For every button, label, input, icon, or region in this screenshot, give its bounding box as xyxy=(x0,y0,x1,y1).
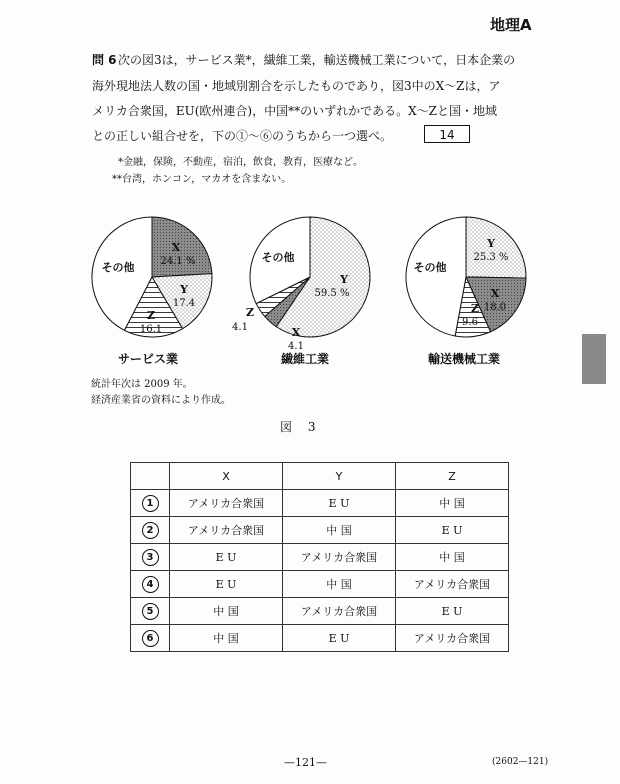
footnote-china: **台湾，ホンコン，マカオを含まない。 xyxy=(112,174,292,185)
question-line-1: 次の図3は，サービス業*，繊維工業，輸送機械工業について，日本企業の xyxy=(118,53,516,67)
cell-y: 中 国 xyxy=(283,571,396,598)
pie-chart-3 xyxy=(406,217,526,337)
pie-label-y: Y xyxy=(180,283,188,296)
cell-x: アメリカ合衆国 xyxy=(170,490,283,517)
pie-slice-y xyxy=(466,217,526,278)
pie-label-x: X xyxy=(171,241,181,254)
pie-slice-x xyxy=(152,217,212,277)
pie-value-y: 59.5 % xyxy=(314,288,350,299)
pie-title-transport: 輸送機械工業 xyxy=(428,352,501,366)
cell-y: アメリカ合衆国 xyxy=(283,598,396,625)
pie-label-z: Z xyxy=(245,306,255,319)
question-line-4: との正しい組合せを，下の①～⑥のうちから一つ選べ。 xyxy=(92,129,393,143)
pie-value-z: 9.6 xyxy=(462,317,478,328)
table-header-blank xyxy=(131,463,170,490)
cell-z: アメリカ合衆国 xyxy=(396,571,509,598)
pie-label-x: X xyxy=(490,287,500,300)
exam-code: (2602—121) xyxy=(492,757,549,767)
source-year: 統計年次は 2009 年。 xyxy=(91,379,193,390)
cell-x: 中 国 xyxy=(170,625,283,652)
table-header-x: X xyxy=(170,463,283,490)
pie-label-y: Y xyxy=(340,273,348,286)
figure-label: 図 3 xyxy=(280,420,322,434)
cell-x: アメリカ合衆国 xyxy=(170,517,283,544)
cell-y: E U xyxy=(283,625,396,652)
section-tab xyxy=(582,334,606,384)
pie-label-other: その他 xyxy=(261,251,295,264)
pie-chart-1 xyxy=(92,217,212,337)
choice-number[interactable]: 3 xyxy=(131,544,170,571)
cell-z: アメリカ合衆国 xyxy=(396,625,509,652)
cell-x: 中 国 xyxy=(170,598,283,625)
cell-z: E U xyxy=(396,598,509,625)
pie-title-textile: 繊維工業 xyxy=(281,352,330,366)
pie-label-z: Z xyxy=(146,309,156,322)
page-number: —121— xyxy=(284,756,327,769)
table-row[interactable] xyxy=(131,490,509,517)
source-ministry: 経済産業省の資料により作成。 xyxy=(91,395,231,406)
cell-x: E U xyxy=(170,544,283,571)
pie-chart-2 xyxy=(232,217,370,352)
cell-y: 中 国 xyxy=(283,517,396,544)
pie-label-other: その他 xyxy=(101,261,135,274)
cell-z: 中 国 xyxy=(396,490,509,517)
pie-value-z: 4.1 xyxy=(232,322,248,333)
cell-y: E U xyxy=(283,490,396,517)
question-number: 問 6 xyxy=(92,53,117,67)
pie-title-services: サービス業 xyxy=(118,352,179,366)
pie-value-y: 25.3 % xyxy=(473,252,509,263)
table-header-z: Z xyxy=(396,463,509,490)
pie-charts xyxy=(0,195,620,375)
cell-y: アメリカ合衆国 xyxy=(283,544,396,571)
table-row[interactable] xyxy=(131,544,509,571)
choice-number[interactable]: 4 xyxy=(131,571,170,598)
table-header-y: Y xyxy=(283,463,396,490)
table-row[interactable] xyxy=(131,625,509,652)
cell-z: E U xyxy=(396,517,509,544)
pie-value-x: 4.1 xyxy=(288,341,304,352)
pie-label-other: その他 xyxy=(413,261,447,274)
pie-value-x: 18.0 xyxy=(483,302,507,313)
cell-z: 中 国 xyxy=(396,544,509,571)
table-header-row xyxy=(131,463,509,490)
choice-number[interactable]: 5 xyxy=(131,598,170,625)
answer-number-box: 14 xyxy=(424,125,470,143)
choice-number[interactable]: 6 xyxy=(131,625,170,652)
cell-x: E U xyxy=(170,571,283,598)
table-row[interactable] xyxy=(131,598,509,625)
choice-number[interactable]: 2 xyxy=(131,517,170,544)
pie-slice-other xyxy=(406,217,466,336)
pie-label-z: Z xyxy=(470,302,480,315)
question-line-3: メリカ合衆国，EU(欧州連合)，中国**のいずれかである。X～Zと国・地域 xyxy=(92,104,497,118)
pie-label-x: X xyxy=(291,326,301,339)
table-row[interactable] xyxy=(131,517,509,544)
subject-title: 地理A xyxy=(490,16,532,34)
footnote-services: *金融，保険，不動産，宿泊，飲食，教育，医療など。 xyxy=(118,157,363,168)
pie-value-y: 17.4 xyxy=(172,298,196,309)
answer-choices-table xyxy=(130,462,509,652)
pie-value-z: 16.1 xyxy=(139,324,163,335)
pie-label-y: Y xyxy=(487,237,495,250)
question-line-2: 海外現地法人数の国・地域別割合を示したものであり，図3中のX～Zは，ア xyxy=(92,79,501,93)
choice-number[interactable]: 1 xyxy=(131,490,170,517)
table-row[interactable] xyxy=(131,571,509,598)
pie-value-x: 24.1 % xyxy=(160,256,196,267)
